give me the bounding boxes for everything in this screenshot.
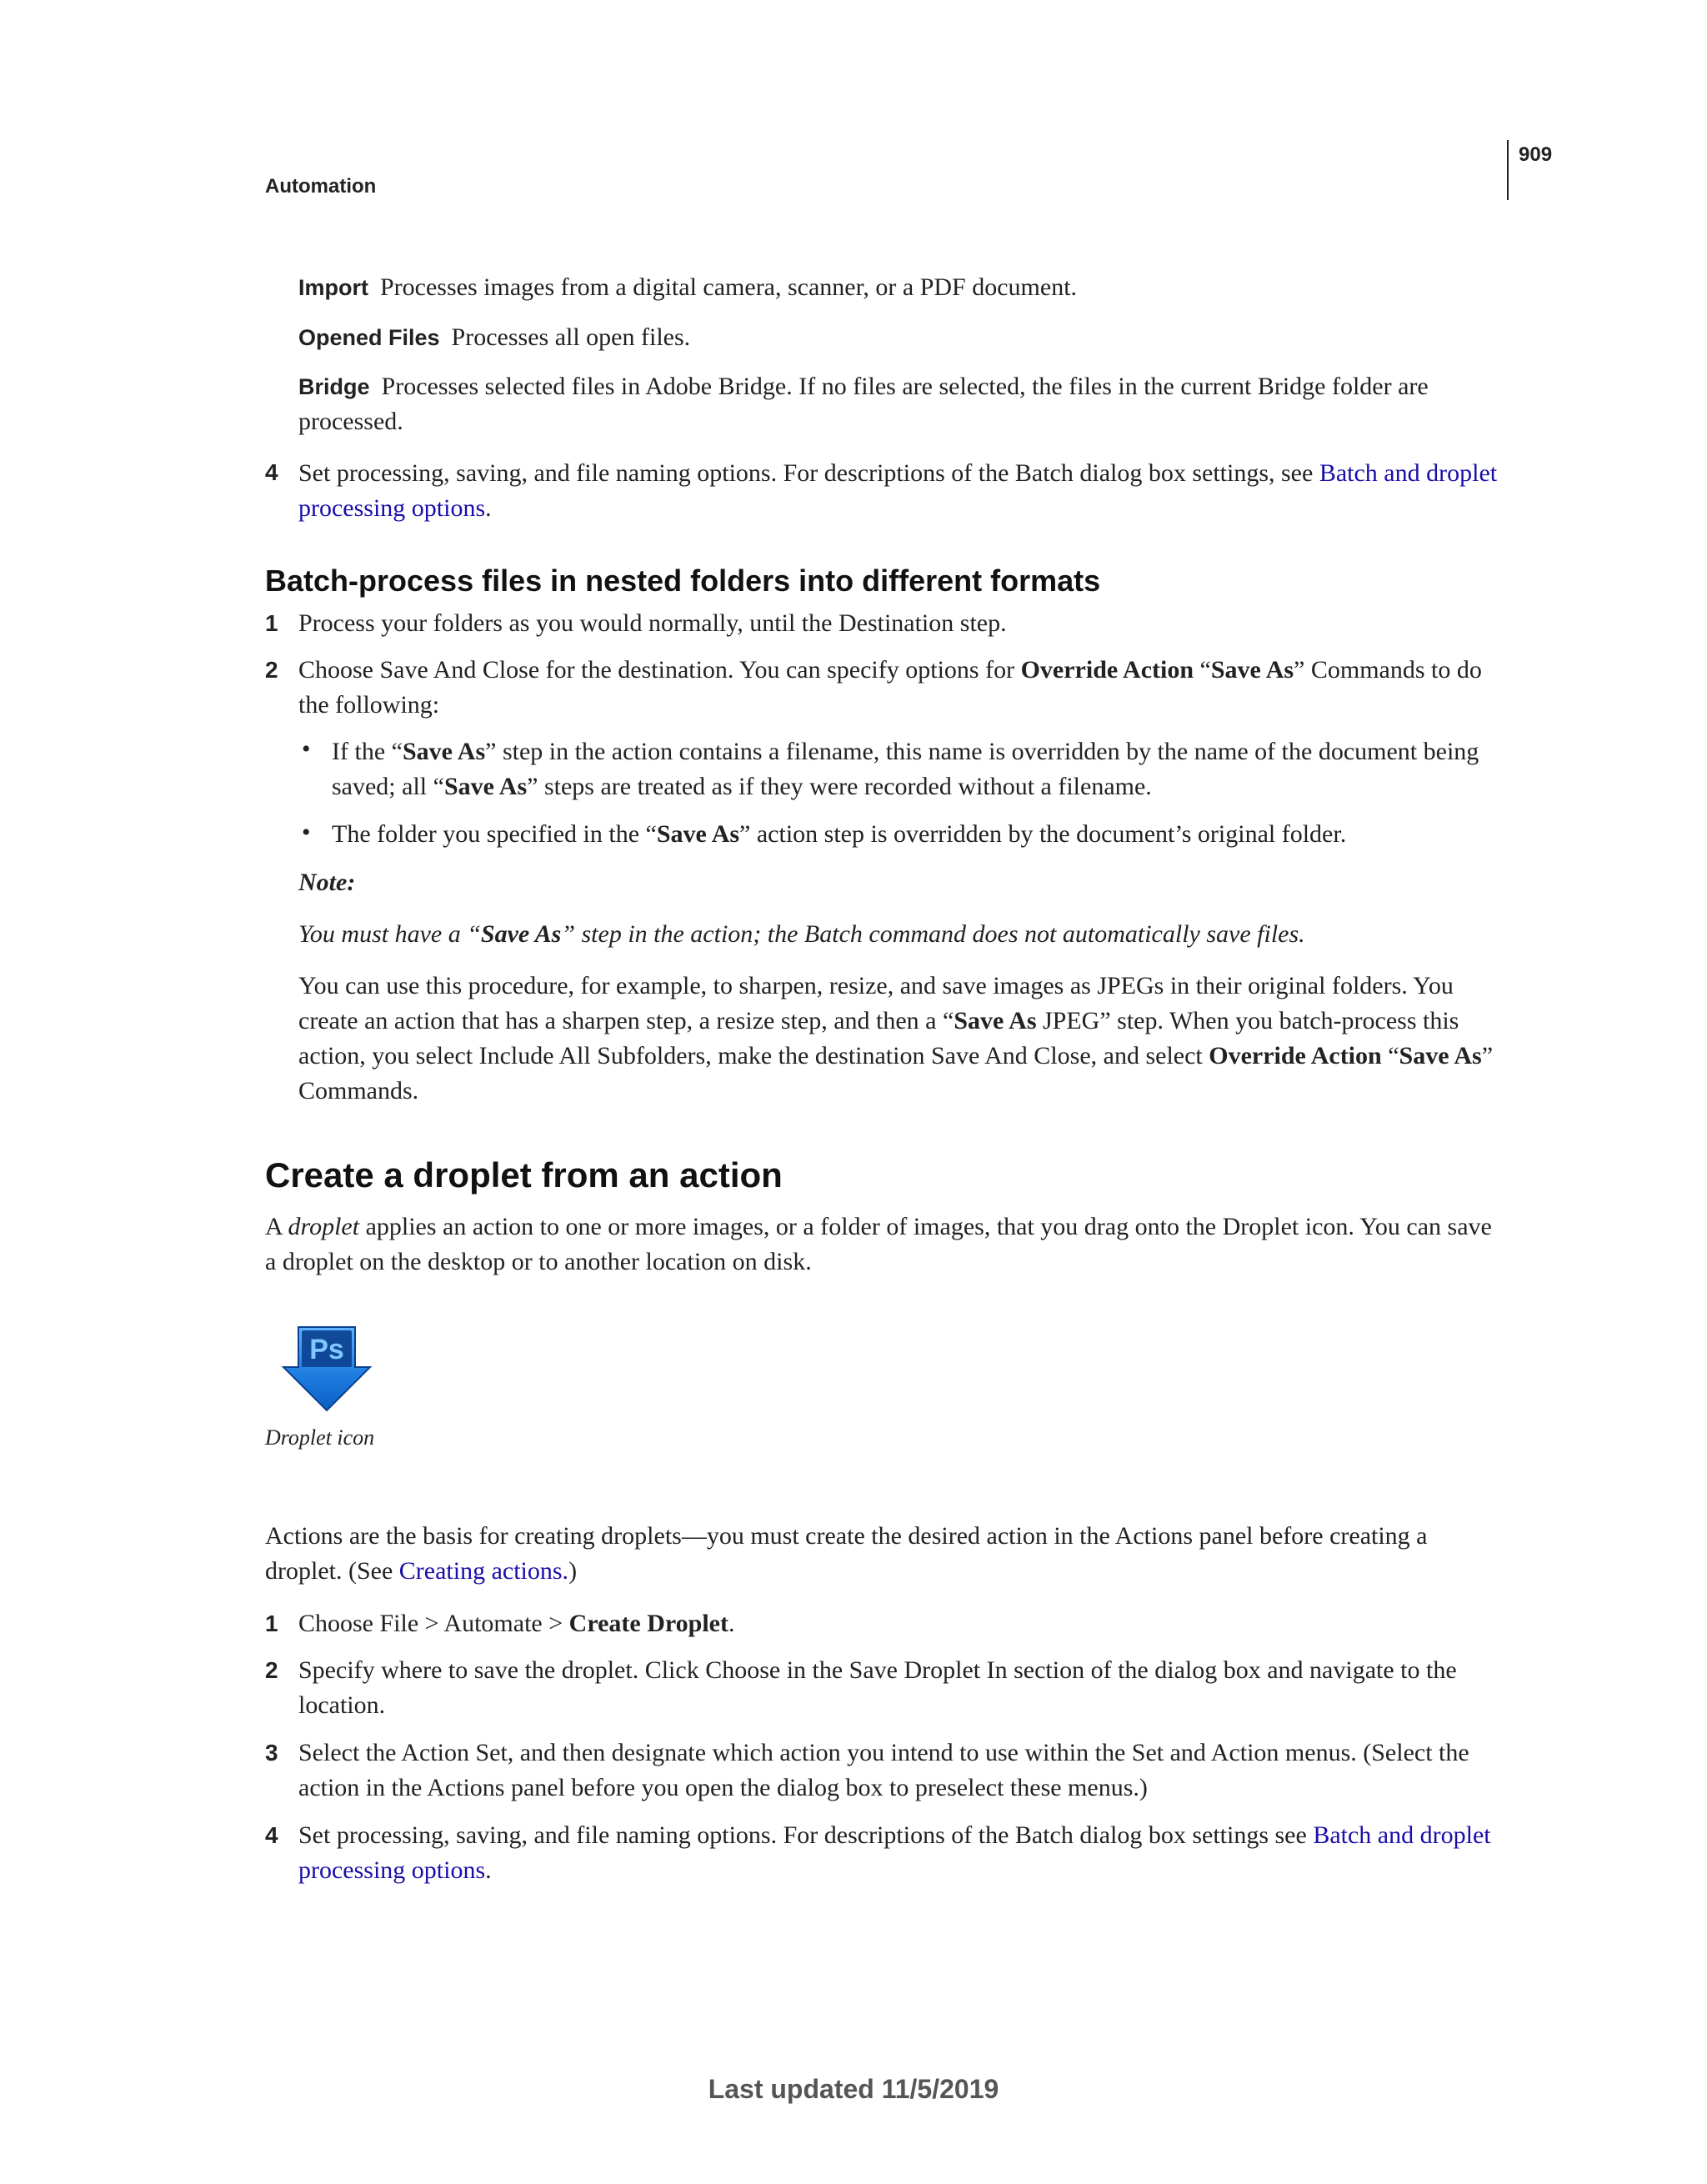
- text-run: If the “: [332, 738, 403, 765]
- step-text: [298, 1606, 1499, 1641]
- source-item-import: [298, 270, 1499, 305]
- text-run: ” step in the action contains a filename, this name is overridden by the name of the document being saved; all “: [332, 738, 1479, 800]
- source-item-opened-files: [298, 320, 1499, 355]
- source-desc: Processes images from a digital camera, scanner, or a PDF document.: [380, 273, 1078, 301]
- step-text: Specify where to save the droplet. Click Choose in the Save Droplet In section of the dialog box and navigate to the location.: [298, 1656, 1457, 1719]
- last-updated: Last updated 11/5/2019: [708, 2074, 999, 2104]
- text-run: ” step in the action; the Batch command does not automatically save files.: [561, 920, 1305, 948]
- text-run: Choose Save And Close for the destination. You can specify options for: [298, 656, 1021, 684]
- step-number: 1: [265, 1610, 278, 1636]
- droplet-intro: [265, 1210, 1499, 1280]
- droplet-icon: [280, 1322, 373, 1414]
- ps-arrow-icon: [280, 1322, 373, 1414]
- ui-term: Save As: [1210, 656, 1294, 684]
- page-number: 909: [1519, 143, 1553, 166]
- source-term: Opened Files: [298, 325, 440, 350]
- ui-term: Save As: [656, 820, 740, 848]
- bullet-item: [332, 734, 1499, 804]
- text-run: Choose File > Automate >: [298, 1610, 569, 1637]
- text-run: “: [1381, 1042, 1399, 1069]
- example-paragraph: [298, 969, 1499, 1109]
- source-desc: Processes all open files.: [451, 323, 691, 351]
- step-number: 3: [265, 1740, 278, 1766]
- step-number: 2: [265, 1657, 278, 1683]
- step-text: [298, 456, 1499, 526]
- step-number: 1: [265, 610, 278, 636]
- text-run: The folder you specified in the “: [332, 820, 657, 848]
- bullet-item: [332, 817, 1499, 852]
- note-text: [298, 917, 1499, 952]
- text-run: ” Commands to do the following:: [298, 656, 1482, 719]
- text-run: A: [265, 1213, 288, 1240]
- text-run: Actions are the basis for creating droplets—you must create the desired action in the Actions panel before creating a droplet. (See: [265, 1522, 1428, 1585]
- step-text: Select the Action Set, and then designate which action you intend to use within the Set and Action menus. (Select the action in the Actions panel before you open the dialog box to preselect these menus.): [298, 1739, 1469, 1801]
- source-item-bridge: [298, 369, 1499, 439]
- text-run: applies an action to one or more images, or a folder of images, that you drag onto the Droplet icon. You can save a droplet on the desktop or to another location on disk.: [265, 1213, 1492, 1275]
- figure-caption: Droplet icon: [265, 1425, 375, 1450]
- step-body: Set processing, saving, and file naming options. For descriptions of the Batch dialog box settings, see: [298, 459, 1319, 487]
- text-run: You can use this procedure, for example, to sharpen, resize, and save images as JPEGs in their original folders. You create an action that has a sharpen step, a resize step, and then a “: [298, 972, 1454, 1034]
- creating-actions-link[interactable]: Creating actions.: [398, 1557, 569, 1585]
- source-term: Import: [298, 275, 368, 300]
- text-run: JPEG” step. When you batch-process this action, you select Include All Subfolders, make the destination Save And Close, and select: [298, 1007, 1459, 1069]
- batch-options-link[interactable]: Batch and droplet processing options: [298, 1821, 1491, 1884]
- section-heading-droplet: Create a droplet from an action: [265, 1155, 783, 1195]
- step-text: [298, 1818, 1499, 1888]
- ui-term: Save As: [1399, 1042, 1482, 1069]
- note-label: Note:: [298, 869, 356, 896]
- text-run: ” steps are treated as if they were recorded without a filename.: [527, 773, 1152, 800]
- ui-term: Override Action: [1209, 1042, 1382, 1069]
- text-run: ): [568, 1557, 578, 1585]
- step-number: 4: [265, 1822, 278, 1848]
- source-desc: Processes selected files in Adobe Bridge. If no files are selected, the files in the current Bridge folder are processed.: [298, 373, 1429, 435]
- step-period: .: [485, 1856, 492, 1884]
- icon-letters: Ps: [309, 1334, 344, 1365]
- text-run: “: [1194, 656, 1211, 684]
- ui-term: Override Action: [1020, 656, 1194, 684]
- step-number: 4: [265, 459, 278, 485]
- bullet-marker: •: [302, 819, 311, 846]
- ui-term: Save As: [480, 920, 562, 948]
- bullet-marker: •: [302, 735, 311, 763]
- running-header: Automation: [265, 175, 377, 198]
- text-run: .: [728, 1610, 735, 1637]
- source-term: Bridge: [298, 374, 370, 399]
- term-italic: droplet: [288, 1213, 360, 1240]
- droplet-basis: [265, 1519, 1499, 1589]
- step-number: 2: [265, 657, 278, 683]
- ui-term: Save As: [954, 1007, 1037, 1034]
- step-period: .: [485, 494, 492, 522]
- section-heading-nested: Batch-process files in nested folders into different formats: [265, 564, 1101, 598]
- text-run: ” action step is overridden by the document’s original folder.: [739, 820, 1347, 848]
- ui-term: Save As: [443, 773, 528, 800]
- text-run: You must have a “: [298, 920, 481, 948]
- ui-term: Create Droplet: [568, 1610, 728, 1637]
- header-divider: [1507, 140, 1509, 200]
- step-text: Process your folders as you would normally, until the Destination step.: [298, 609, 1007, 637]
- batch-options-link[interactable]: Batch and droplet processing options: [298, 459, 1498, 522]
- ui-term: Save As: [402, 738, 486, 765]
- text-run: ” Commands.: [298, 1042, 1494, 1105]
- step-body: Set processing, saving, and file naming options. For descriptions of the Batch dialog box settings see: [298, 1821, 1314, 1849]
- step-text: [298, 653, 1499, 723]
